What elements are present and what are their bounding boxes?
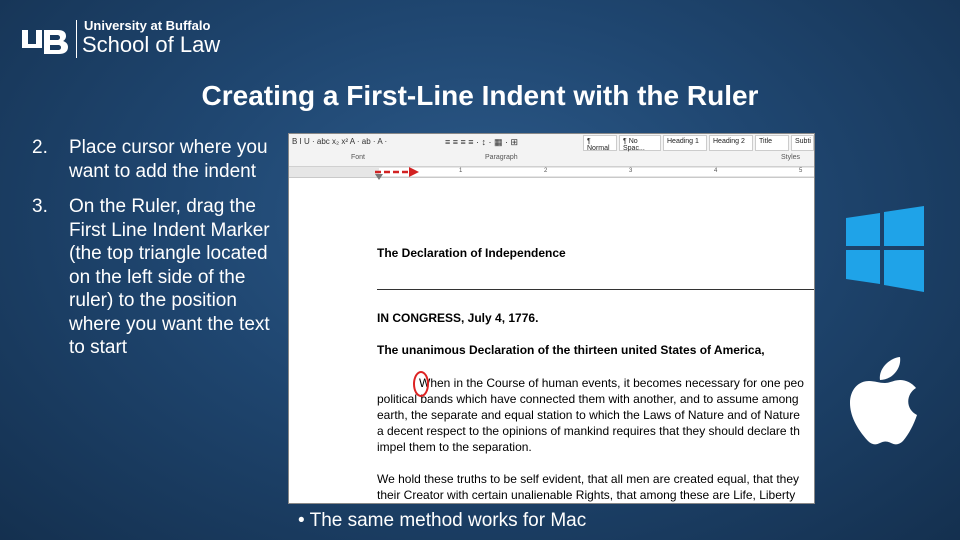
windows-logo-icon bbox=[846, 206, 924, 292]
doc-heading: The Declaration of Independence bbox=[377, 246, 566, 260]
cursor-highlight-circle bbox=[413, 371, 429, 397]
horizontal-ruler[interactable] bbox=[289, 167, 814, 178]
footnote: • The same method works for Mac bbox=[298, 510, 587, 531]
ruler-text-area bbox=[379, 168, 814, 176]
font-toolbar[interactable]: B I U · abc x₂ x² A · ab · A · bbox=[292, 137, 388, 146]
styles-group-label: Styles bbox=[781, 154, 801, 161]
ribbon bbox=[289, 134, 814, 167]
doc-line: impel them to the separation. bbox=[377, 440, 532, 454]
slide-title: Creating a First-Line Indent with the Ruler bbox=[201, 80, 759, 111]
university-name: University at Buffalo bbox=[84, 18, 211, 33]
first-line-indent-marker-icon[interactable] bbox=[375, 174, 383, 180]
doc-line: their Creator with certain unalienable Rights, that among these are Life, Liberty bbox=[377, 488, 796, 502]
logo-divider bbox=[76, 20, 77, 58]
doc-line: When in the Course of human events, it becomes necessary for one peo bbox=[419, 376, 804, 390]
doc-line: earth, the separate and equal station to which the Laws of Nature and of Nature bbox=[377, 408, 800, 422]
ruler-tick: 4 bbox=[714, 168, 718, 174]
paragraph-buttons[interactable]: ≡ ≡ ≡ ≡ · ↕ · ▦ · ⊞ bbox=[445, 137, 519, 147]
style-heading-2[interactable]: Heading 2 bbox=[709, 135, 753, 151]
ruler-tick: 2 bbox=[544, 168, 548, 174]
steps-list bbox=[32, 136, 272, 372]
step-number: 2. bbox=[32, 137, 48, 158]
style-normal[interactable]: ¶ Normal bbox=[583, 135, 617, 151]
doc-congress: IN CONGRESS, July 4, 1776. bbox=[377, 311, 539, 325]
word-screenshot bbox=[288, 133, 815, 504]
doc-divider bbox=[377, 289, 815, 290]
style-title[interactable]: Title bbox=[755, 135, 789, 151]
doc-line: a decent respect to the opinions of mankind requires that they should declare th bbox=[377, 424, 800, 438]
ruler-tick: 3 bbox=[629, 168, 633, 174]
font-group-label: Font bbox=[351, 154, 366, 161]
apple-logo-icon bbox=[848, 355, 922, 445]
step-text: On the Ruler, drag the First Line Indent Marker (the top triangle located on the left side of the ruler) to the position where you want the text to start bbox=[69, 196, 270, 358]
ub-logo-icon bbox=[22, 28, 68, 56]
doc-line: We hold these truths to be self evident, that all men are created equal, that they bbox=[377, 472, 800, 486]
step-number: 3. bbox=[32, 196, 48, 217]
step-text: Place cursor where you want to add the indent bbox=[69, 137, 268, 182]
style-heading-1[interactable]: Heading 1 bbox=[663, 135, 707, 151]
doc-unanimous: The unanimous Declaration of the thirteen united States of America, bbox=[377, 343, 765, 357]
school-name: School of Law bbox=[82, 32, 221, 57]
ruler-tick: 5 bbox=[799, 168, 803, 174]
step-item bbox=[32, 136, 272, 183]
step-item bbox=[32, 195, 272, 360]
ruler-tick: 1 bbox=[459, 168, 463, 174]
paragraph-group-label: Paragraph bbox=[485, 154, 518, 161]
doc-line: political bands which have connected them with another, and to assume among bbox=[377, 392, 799, 406]
style-no-spacing[interactable]: ¶ No Spac... bbox=[619, 135, 661, 151]
style-subtitle[interactable]: Subti bbox=[791, 135, 814, 151]
